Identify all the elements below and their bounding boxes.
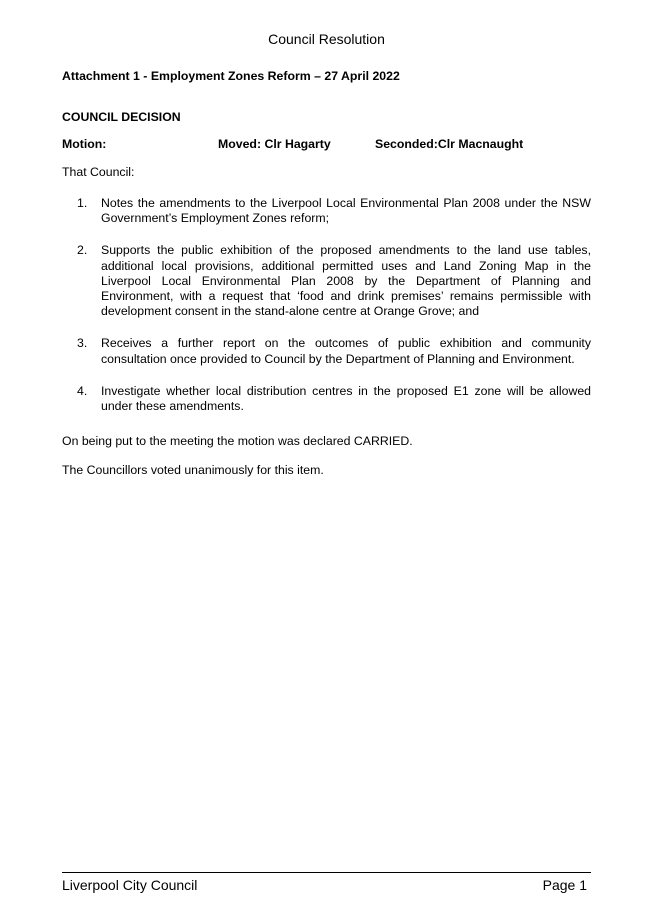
item-text: Investigate whether local distribution centres in the proposed E1 zone will be allowed under these amendments. (101, 383, 591, 414)
resolution-item (62, 196, 591, 226)
seconded-by: Seconded:Clr Macnaught (375, 137, 524, 151)
vote-statement: The Councillors voted unanimously for this item. (62, 463, 324, 477)
item-number: 3. (77, 336, 88, 351)
footer-organization: Liverpool City Council (62, 877, 198, 893)
motion-result: On being put to the meeting the motion was declared CARRIED. (62, 434, 413, 448)
motion-label: Motion: (62, 137, 107, 151)
resolution-item (62, 384, 591, 414)
intro-text: That Council: (62, 165, 135, 179)
resolution-list (62, 196, 591, 431)
page-number: Page 1 (542, 877, 587, 893)
resolution-item (62, 243, 591, 319)
resolution-item (62, 336, 591, 366)
motion-row (62, 137, 591, 153)
item-number: 2. (77, 243, 88, 258)
page-header-title: Council Resolution (268, 31, 385, 47)
attachment-title: Attachment 1 - Employment Zones Reform – 27 April 2022 (62, 69, 400, 83)
section-heading: COUNCIL DECISION (62, 110, 181, 124)
item-number: 4. (77, 383, 88, 398)
item-text: Supports the public exhibition of the proposed amendments to the land use tables, additional local provisions, additional permitted uses and Land Zoning Map in the Liverpool Local Environmental Plan 2008 by the Department of Planning and Environment, with a request that ‘food and drink premises’ remains permissible with development consent in the stand-alone centre at Orange Grove; and (101, 243, 591, 319)
item-text: Notes the amendments to the Liverpool Local Environmental Plan 2008 under the NSW Government’s Employment Zones reform; (101, 196, 591, 226)
footer-divider (62, 872, 591, 873)
item-number: 1. (77, 196, 88, 210)
item-text: Receives a further report on the outcomes of public exhibition and community consultation once provided to Council by the Department of Planning and Environment. (101, 336, 591, 366)
moved-by: Moved: Clr Hagarty (218, 137, 331, 151)
